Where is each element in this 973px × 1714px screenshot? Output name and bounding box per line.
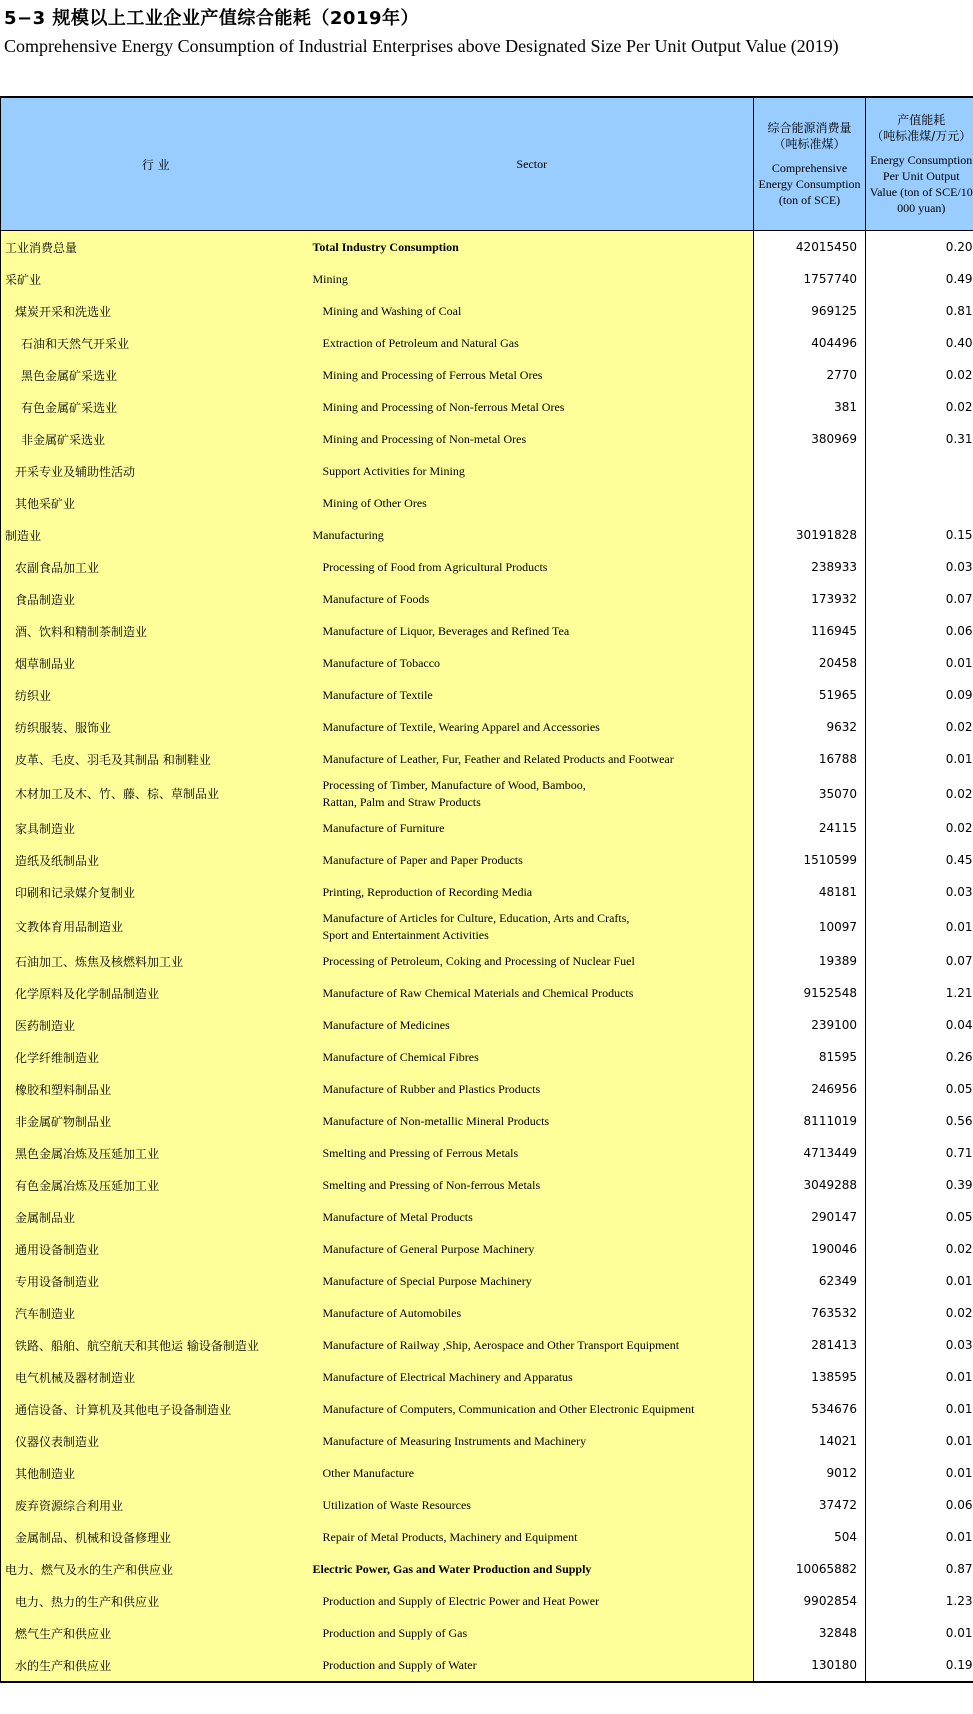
energy-per-output-value: 0.49 bbox=[866, 263, 973, 295]
table-row bbox=[1, 1201, 973, 1233]
energy-consumption-value: 9152548 bbox=[754, 977, 866, 1009]
industry-name-cn: 煤炭开采和洗选业 bbox=[1, 295, 311, 327]
sector-name-en: Manufacture of Raw Chemical Materials and Chemical Products bbox=[311, 977, 754, 1009]
table-row bbox=[1, 391, 973, 423]
industry-name-cn: 电力、燃气及水的生产和供应业 bbox=[1, 1553, 311, 1585]
energy-per-output-value: 0.07 bbox=[866, 583, 973, 615]
energy-consumption-value: 10097 bbox=[754, 908, 866, 945]
sector-name-en: Manufacture of Textile bbox=[311, 679, 754, 711]
table-body bbox=[1, 231, 973, 1683]
table-row bbox=[1, 1361, 973, 1393]
table-row bbox=[1, 455, 973, 487]
table-row bbox=[1, 1585, 973, 1617]
table-row bbox=[1, 295, 973, 327]
table-row bbox=[1, 1425, 973, 1457]
energy-consumption-value: 62349 bbox=[754, 1265, 866, 1297]
industry-name-cn: 废弃资源综合利用业 bbox=[1, 1489, 311, 1521]
energy-per-output-value: 1.21 bbox=[866, 977, 973, 1009]
sector-name-en: Manufacture of Liquor, Beverages and Refined Tea bbox=[311, 615, 754, 647]
energy-per-output-value: 0.01 bbox=[866, 1617, 973, 1649]
header-industry-cn: 行 业 bbox=[1, 97, 311, 231]
energy-consumption-value: 138595 bbox=[754, 1361, 866, 1393]
sector-name-en: Utilization of Waste Resources bbox=[311, 1489, 754, 1521]
energy-consumption-value: 173932 bbox=[754, 583, 866, 615]
energy-per-output-value: 0.56 bbox=[866, 1105, 973, 1137]
energy-consumption-value: 504 bbox=[754, 1521, 866, 1553]
table-row bbox=[1, 1489, 973, 1521]
industry-name-cn: 黑色金属矿采选业 bbox=[1, 359, 311, 391]
table-row bbox=[1, 1265, 973, 1297]
energy-per-output-value: 0.01 bbox=[866, 743, 973, 775]
table-row bbox=[1, 1233, 973, 1265]
industry-name-cn: 橡胶和塑料制品业 bbox=[1, 1073, 311, 1105]
energy-consumption-table bbox=[0, 96, 973, 1683]
sector-name-en: Manufacture of Articles for Culture, Education, Arts and Crafts, Sport and Entertainment Activities bbox=[311, 908, 754, 945]
sector-name-en: Manufacture of Railway ,Ship, Aerospace and Other Transport Equipment bbox=[311, 1329, 754, 1361]
industry-name-cn: 有色金属矿采选业 bbox=[1, 391, 311, 423]
table-row bbox=[1, 1329, 973, 1361]
energy-consumption-value: 35070 bbox=[754, 775, 866, 812]
energy-per-output-value: 0.01 bbox=[866, 1361, 973, 1393]
energy-per-output-value bbox=[866, 487, 973, 519]
table-row bbox=[1, 1297, 973, 1329]
energy-consumption-value: 16788 bbox=[754, 743, 866, 775]
energy-per-output-value: 0.15 bbox=[866, 519, 973, 551]
industry-name-cn: 食品制造业 bbox=[1, 583, 311, 615]
energy-consumption-value: 239100 bbox=[754, 1009, 866, 1041]
industry-name-cn: 石油加工、炼焦及核燃料加工业 bbox=[1, 945, 311, 977]
industry-name-cn: 化学纤维制造业 bbox=[1, 1041, 311, 1073]
table-row bbox=[1, 711, 973, 743]
energy-per-output-value: 0.45 bbox=[866, 844, 973, 876]
energy-per-output-value: 0.02 bbox=[866, 711, 973, 743]
industry-name-cn: 造纸及纸制品业 bbox=[1, 844, 311, 876]
energy-consumption-value: 404496 bbox=[754, 327, 866, 359]
table-row bbox=[1, 743, 973, 775]
sector-name-en: Total Industry Consumption bbox=[311, 231, 754, 264]
industry-name-cn: 开采专业及辅助性活动 bbox=[1, 455, 311, 487]
table-row bbox=[1, 647, 973, 679]
table-row bbox=[1, 1617, 973, 1649]
industry-name-cn: 文教体育用品制造业 bbox=[1, 908, 311, 945]
industry-name-cn: 烟草制品业 bbox=[1, 647, 311, 679]
energy-per-output-value: 0.01 bbox=[866, 647, 973, 679]
energy-per-output-value: 0.01 bbox=[866, 1521, 973, 1553]
energy-consumption-value: 4713449 bbox=[754, 1137, 866, 1169]
energy-per-output-value: 1.23 bbox=[866, 1585, 973, 1617]
energy-consumption-value: 37472 bbox=[754, 1489, 866, 1521]
energy-per-output-value: 0.87 bbox=[866, 1553, 973, 1585]
energy-per-output-value: 0.02 bbox=[866, 775, 973, 812]
table-header-row bbox=[1, 97, 973, 231]
energy-consumption-value: 380969 bbox=[754, 423, 866, 455]
industry-name-cn: 皮革、毛皮、羽毛及其制品 和制鞋业 bbox=[1, 743, 311, 775]
sector-name-en: Manufacture of Leather, Fur, Feather and Related Products and Footwear bbox=[311, 743, 754, 775]
energy-per-output-value: 0.06 bbox=[866, 615, 973, 647]
sector-name-en: Mining and Processing of Non-ferrous Metal Ores bbox=[311, 391, 754, 423]
industry-name-cn: 酒、饮料和精制茶制造业 bbox=[1, 615, 311, 647]
energy-consumption-value: 1757740 bbox=[754, 263, 866, 295]
energy-consumption-value: 116945 bbox=[754, 615, 866, 647]
energy-per-output-value: 0.02 bbox=[866, 1233, 973, 1265]
table-row bbox=[1, 977, 973, 1009]
header-energy-consumption-en: Comprehensive Energy Consumption (ton of SCE) bbox=[758, 161, 861, 207]
energy-consumption-value: 9902854 bbox=[754, 1585, 866, 1617]
sector-name-en: Mining of Other Ores bbox=[311, 487, 754, 519]
industry-name-cn: 非金属矿采选业 bbox=[1, 423, 311, 455]
energy-consumption-value: 51965 bbox=[754, 679, 866, 711]
energy-per-output-value: 0.02 bbox=[866, 1297, 973, 1329]
sector-name-en: Manufacture of Tobacco bbox=[311, 647, 754, 679]
energy-consumption-value: 48181 bbox=[754, 876, 866, 908]
sector-name-en: Manufacture of Rubber and Plastics Products bbox=[311, 1073, 754, 1105]
energy-per-output-value: 0.01 bbox=[866, 1265, 973, 1297]
sector-name-en: Processing of Food from Agricultural Products bbox=[311, 551, 754, 583]
sector-name-en: Production and Supply of Gas bbox=[311, 1617, 754, 1649]
table-row bbox=[1, 327, 973, 359]
table-row bbox=[1, 1553, 973, 1585]
sector-name-en: Manufacture of Metal Products bbox=[311, 1201, 754, 1233]
sector-name-en: Manufacturing bbox=[311, 519, 754, 551]
sector-name-en: Smelting and Pressing of Ferrous Metals bbox=[311, 1137, 754, 1169]
table-row bbox=[1, 1649, 973, 1682]
industry-name-cn: 化学原料及化学制品制造业 bbox=[1, 977, 311, 1009]
table-row bbox=[1, 876, 973, 908]
energy-consumption-value: 190046 bbox=[754, 1233, 866, 1265]
sector-name-en: Printing, Reproduction of Recording Media bbox=[311, 876, 754, 908]
sector-name-en: Production and Supply of Water bbox=[311, 1649, 754, 1682]
table-row bbox=[1, 679, 973, 711]
industry-name-cn: 有色金属冶炼及压延加工业 bbox=[1, 1169, 311, 1201]
sector-name-en: Manufacture of Non-metallic Mineral Products bbox=[311, 1105, 754, 1137]
header-energy-per-output-en: Energy Consumption Per Unit Output Value (ton of SCE/10 000 yuan) bbox=[869, 153, 973, 215]
header-sector-en: Sector bbox=[311, 97, 754, 231]
sector-name-en: Manufacture of Special Purpose Machinery bbox=[311, 1265, 754, 1297]
table-row bbox=[1, 359, 973, 391]
energy-per-output-value: 0.05 bbox=[866, 1073, 973, 1105]
industry-name-cn: 采矿业 bbox=[1, 263, 311, 295]
energy-consumption-value: 130180 bbox=[754, 1649, 866, 1682]
energy-consumption-value: 81595 bbox=[754, 1041, 866, 1073]
energy-consumption-value: 763532 bbox=[754, 1297, 866, 1329]
energy-per-output-value: 0.04 bbox=[866, 1009, 973, 1041]
energy-per-output-value bbox=[866, 455, 973, 487]
industry-name-cn: 医药制造业 bbox=[1, 1009, 311, 1041]
energy-per-output-value: 0.06 bbox=[866, 1489, 973, 1521]
table-row bbox=[1, 908, 973, 945]
industry-name-cn: 燃气生产和供应业 bbox=[1, 1617, 311, 1649]
page-title-chinese: 5−3 规模以上工业企业产值综合能耗（2019年） bbox=[4, 8, 419, 29]
industry-name-cn: 通用设备制造业 bbox=[1, 1233, 311, 1265]
industry-name-cn: 通信设备、计算机及其他电子设备制造业 bbox=[1, 1393, 311, 1425]
table-row bbox=[1, 1137, 973, 1169]
energy-per-output-value: 0.01 bbox=[866, 908, 973, 945]
table-row bbox=[1, 551, 973, 583]
sector-name-en: Manufacture of Automobiles bbox=[311, 1297, 754, 1329]
table-row bbox=[1, 844, 973, 876]
table-row bbox=[1, 1073, 973, 1105]
sector-name-en: Manufacture of Electrical Machinery and Apparatus bbox=[311, 1361, 754, 1393]
energy-consumption-value: 290147 bbox=[754, 1201, 866, 1233]
sector-name-en: Mining and Processing of Ferrous Metal Ores bbox=[311, 359, 754, 391]
industry-name-cn: 纺织服装、服饰业 bbox=[1, 711, 311, 743]
industry-name-cn: 金属制品业 bbox=[1, 1201, 311, 1233]
table-row bbox=[1, 1393, 973, 1425]
energy-consumption-value: 9012 bbox=[754, 1457, 866, 1489]
energy-consumption-value: 238933 bbox=[754, 551, 866, 583]
sector-name-en: Smelting and Pressing of Non-ferrous Metals bbox=[311, 1169, 754, 1201]
table-row bbox=[1, 487, 973, 519]
energy-per-output-value: 0.03 bbox=[866, 876, 973, 908]
energy-consumption-value: 10065882 bbox=[754, 1553, 866, 1585]
page-title-english: Comprehensive Energy Consumption of Industrial Enterprises above Designated Size Per Unit Output Value (2019) bbox=[4, 36, 839, 56]
industry-name-cn: 木材加工及木、竹、藤、棕、草制品业 bbox=[1, 775, 311, 812]
industry-name-cn: 水的生产和供应业 bbox=[1, 1649, 311, 1682]
header-energy-per-output bbox=[866, 97, 973, 231]
energy-consumption-value: 20458 bbox=[754, 647, 866, 679]
sector-name-en: Mining and Processing of Non-metal Ores bbox=[311, 423, 754, 455]
table-row bbox=[1, 423, 973, 455]
energy-consumption-value: 19389 bbox=[754, 945, 866, 977]
energy-consumption-value: 281413 bbox=[754, 1329, 866, 1361]
table-row bbox=[1, 1009, 973, 1041]
industry-name-cn: 制造业 bbox=[1, 519, 311, 551]
sector-name-en: Processing of Petroleum, Coking and Processing of Nuclear Fuel bbox=[311, 945, 754, 977]
energy-consumption-value: 246956 bbox=[754, 1073, 866, 1105]
energy-consumption-value: 1510599 bbox=[754, 844, 866, 876]
sector-name-en: Manufacture of Computers, Communication and Other Electronic Equipment bbox=[311, 1393, 754, 1425]
sector-name-en: Mining and Washing of Coal bbox=[311, 295, 754, 327]
table-row bbox=[1, 1105, 973, 1137]
industry-name-cn: 仪器仪表制造业 bbox=[1, 1425, 311, 1457]
energy-per-output-value: 0.01 bbox=[866, 1425, 973, 1457]
sector-name-en: Support Activities for Mining bbox=[311, 455, 754, 487]
industry-name-cn: 金属制品、机械和设备修理业 bbox=[1, 1521, 311, 1553]
industry-name-cn: 工业消费总量 bbox=[1, 231, 311, 264]
table-row bbox=[1, 1041, 973, 1073]
header-energy-consumption-cn: 综合能源消费量 （吨标准煤） bbox=[767, 121, 852, 151]
energy-per-output-value: 0.03 bbox=[866, 1329, 973, 1361]
energy-consumption-value: 969125 bbox=[754, 295, 866, 327]
sector-name-en: Extraction of Petroleum and Natural Gas bbox=[311, 327, 754, 359]
industry-name-cn: 铁路、船舶、航空航天和其他运 输设备制造业 bbox=[1, 1329, 311, 1361]
table-row bbox=[1, 583, 973, 615]
energy-consumption-value: 381 bbox=[754, 391, 866, 423]
table-row bbox=[1, 1169, 973, 1201]
industry-name-cn: 电气机械及器材制造业 bbox=[1, 1361, 311, 1393]
industry-name-cn: 石油和天然气开采业 bbox=[1, 327, 311, 359]
energy-consumption-value bbox=[754, 455, 866, 487]
energy-per-output-value: 0.02 bbox=[866, 359, 973, 391]
table-row bbox=[1, 263, 973, 295]
sector-name-en: Manufacture of Paper and Paper Products bbox=[311, 844, 754, 876]
sector-name-en: Manufacture of Foods bbox=[311, 583, 754, 615]
energy-per-output-value: 0.09 bbox=[866, 679, 973, 711]
sector-name-en: Manufacture of Furniture bbox=[311, 812, 754, 844]
table-row bbox=[1, 1521, 973, 1553]
energy-consumption-value: 24115 bbox=[754, 812, 866, 844]
sector-name-en: Electric Power, Gas and Water Production and Supply bbox=[311, 1553, 754, 1585]
table-row bbox=[1, 775, 973, 812]
industry-name-cn: 纺织业 bbox=[1, 679, 311, 711]
table-row bbox=[1, 945, 973, 977]
sector-name-en: Manufacture of Textile, Wearing Apparel and Accessories bbox=[311, 711, 754, 743]
industry-name-cn: 其他制造业 bbox=[1, 1457, 311, 1489]
energy-per-output-value: 0.05 bbox=[866, 1201, 973, 1233]
energy-per-output-value: 0.19 bbox=[866, 1649, 973, 1682]
energy-consumption-value: 42015450 bbox=[754, 231, 866, 264]
energy-per-output-value: 0.01 bbox=[866, 1457, 973, 1489]
energy-per-output-value: 0.03 bbox=[866, 551, 973, 583]
energy-consumption-value bbox=[754, 487, 866, 519]
energy-per-output-value: 0.31 bbox=[866, 423, 973, 455]
sector-name-en: Processing of Timber, Manufacture of Wood, Bamboo, Rattan, Palm and Straw Products bbox=[311, 775, 754, 812]
industry-name-cn: 家具制造业 bbox=[1, 812, 311, 844]
energy-per-output-value: 0.81 bbox=[866, 295, 973, 327]
energy-per-output-value: 0.01 bbox=[866, 1393, 973, 1425]
energy-consumption-value: 534676 bbox=[754, 1393, 866, 1425]
table-row bbox=[1, 812, 973, 844]
energy-per-output-value: 0.40 bbox=[866, 327, 973, 359]
industry-name-cn: 黑色金属冶炼及压延加工业 bbox=[1, 1137, 311, 1169]
energy-per-output-value: 0.39 bbox=[866, 1169, 973, 1201]
table-row bbox=[1, 1457, 973, 1489]
energy-consumption-value: 3049288 bbox=[754, 1169, 866, 1201]
energy-consumption-value: 8111019 bbox=[754, 1105, 866, 1137]
energy-consumption-value: 9632 bbox=[754, 711, 866, 743]
header-energy-per-output-cn: 产值能耗 （吨标准煤/万元） bbox=[871, 113, 972, 143]
industry-name-cn: 非金属矿物制品业 bbox=[1, 1105, 311, 1137]
sector-name-en: Manufacture of General Purpose Machinery bbox=[311, 1233, 754, 1265]
table-row bbox=[1, 231, 973, 264]
sector-name-en: Manufacture of Medicines bbox=[311, 1009, 754, 1041]
sector-name-en: Mining bbox=[311, 263, 754, 295]
energy-per-output-value: 0.07 bbox=[866, 945, 973, 977]
sector-name-en: Manufacture of Chemical Fibres bbox=[311, 1041, 754, 1073]
energy-consumption-value: 32848 bbox=[754, 1617, 866, 1649]
sector-name-en: Other Manufacture bbox=[311, 1457, 754, 1489]
energy-consumption-value: 2770 bbox=[754, 359, 866, 391]
sector-name-en: Repair of Metal Products, Machinery and Equipment bbox=[311, 1521, 754, 1553]
industry-name-cn: 农副食品加工业 bbox=[1, 551, 311, 583]
table-row bbox=[1, 615, 973, 647]
industry-name-cn: 印刷和记录媒介复制业 bbox=[1, 876, 311, 908]
table-row bbox=[1, 519, 973, 551]
sector-name-en: Production and Supply of Electric Power and Heat Power bbox=[311, 1585, 754, 1617]
energy-per-output-value: 0.71 bbox=[866, 1137, 973, 1169]
industry-name-cn: 汽车制造业 bbox=[1, 1297, 311, 1329]
energy-per-output-value: 0.02 bbox=[866, 812, 973, 844]
header-energy-consumption bbox=[754, 97, 866, 231]
energy-consumption-value: 30191828 bbox=[754, 519, 866, 551]
energy-per-output-value: 0.26 bbox=[866, 1041, 973, 1073]
industry-name-cn: 专用设备制造业 bbox=[1, 1265, 311, 1297]
sector-name-en: Manufacture of Measuring Instruments and Machinery bbox=[311, 1425, 754, 1457]
energy-per-output-value: 0.02 bbox=[866, 391, 973, 423]
energy-consumption-value: 14021 bbox=[754, 1425, 866, 1457]
industry-name-cn: 电力、热力的生产和供应业 bbox=[1, 1585, 311, 1617]
industry-name-cn: 其他采矿业 bbox=[1, 487, 311, 519]
energy-per-output-value: 0.20 bbox=[866, 231, 973, 264]
